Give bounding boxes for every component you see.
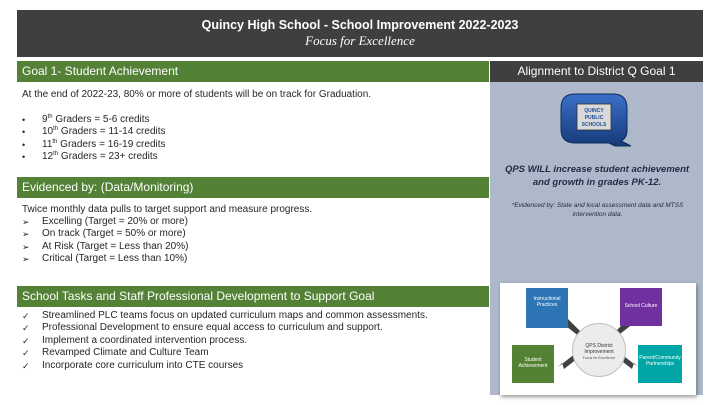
- task-list: [22, 310, 428, 372]
- checkmark-icon: ✓: [22, 311, 30, 321]
- alignment-header: Alignment to District Q Goal 1: [490, 61, 703, 82]
- task-item: ✓ Revamped Climate and Culture Team: [22, 347, 209, 359]
- center-title: QPS District Improvement: [584, 343, 614, 355]
- goal-panel: [17, 82, 489, 174]
- district-goal-statement: QPS WILL increase student achievement and growth in grades PK-12.: [504, 164, 690, 188]
- task-item: ✓ Streamlined PLC teams focus on updated curriculum maps and common assessments.: [22, 310, 428, 321]
- checkmark-icon: ✓: [22, 323, 30, 334]
- target-item: ➢ On track (Target = 50% or more): [22, 228, 186, 240]
- page-subtitle: Focus for Excellence: [305, 33, 415, 48]
- target-item: ➢ Excelling (Target = 20% or more): [22, 216, 188, 227]
- checkmark-icon: ✓: [22, 335, 30, 346]
- goal-statement: At the end of 2022-23, 80% or more of students will be on track for Graduation.: [22, 89, 372, 100]
- logo-text-1: QUINCY: [584, 108, 604, 114]
- title-banner: [17, 10, 703, 57]
- box-school-culture: School Culture: [620, 288, 662, 326]
- evidence-intro: Twice monthly data pulls to target support and measure progress.: [22, 204, 313, 215]
- logo-text-2: PUBLIC: [584, 115, 604, 121]
- credit-item: • 9th Graders = 5-6 credits: [22, 114, 150, 125]
- box-parent-community: Parent/Community Partnerships: [638, 345, 682, 383]
- arrow-bullet-icon: ➢: [22, 254, 30, 265]
- checkmark-icon: ✓: [22, 348, 30, 359]
- target-item: ➢ Critical (Target = Less than 10%): [22, 253, 188, 265]
- target-item: ➢ At Risk (Target = Less than 20%): [22, 240, 189, 252]
- tasks-panel: [17, 307, 489, 395]
- bullet-icon: •: [22, 139, 26, 150]
- box-student-achievement: Student Achievement: [512, 345, 554, 383]
- task-item: ✓ Implement a coordinated intervention process.: [22, 334, 248, 346]
- arrow-bullet-icon: ➢: [22, 241, 30, 252]
- credit-item: • 12th Graders = 23+ credits: [22, 151, 158, 163]
- district-improvement-diagram: [500, 283, 696, 395]
- arrow-bullet-icon: ➢: [22, 229, 30, 240]
- task-item: ✓ Incorporate core curriculum into CTE courses: [22, 359, 244, 371]
- qps-logo-icon: [553, 90, 635, 148]
- bullet-icon: •: [22, 127, 26, 138]
- evidence-header: Evidenced by: (Data/Monitoring): [17, 177, 489, 198]
- task-item: ✓ Professional Development to ensure equal access to curriculum and support.: [22, 322, 383, 334]
- credit-list: [22, 114, 166, 164]
- evidence-panel: [17, 198, 489, 282]
- bullet-icon: •: [22, 115, 26, 125]
- logo-text-3: SCHOOLS: [581, 122, 607, 128]
- page-title: Quincy High School - School Improvement 2022-2023: [201, 18, 519, 32]
- target-list: [22, 216, 188, 266]
- center-subtitle: Focus for Excellence: [582, 356, 616, 360]
- bullet-icon: •: [22, 152, 26, 163]
- checkmark-icon: ✓: [22, 360, 30, 371]
- goal-header: Goal 1- Student Achievement: [17, 61, 489, 82]
- credit-item: • 10th Graders = 11-14 credits: [22, 126, 166, 138]
- district-goal-note: *Evidenced by: State and local assessment data and MTSS intervention data.: [511, 202, 684, 218]
- arrow-bullet-icon: ➢: [22, 217, 30, 227]
- credit-item: • 11th Graders = 16-19 credits: [22, 138, 166, 150]
- center-circle: [572, 323, 626, 377]
- box-instructional-practices: Instructional Practices: [526, 288, 568, 328]
- tasks-header: School Tasks and Staff Professional Development to Support Goal: [17, 286, 489, 307]
